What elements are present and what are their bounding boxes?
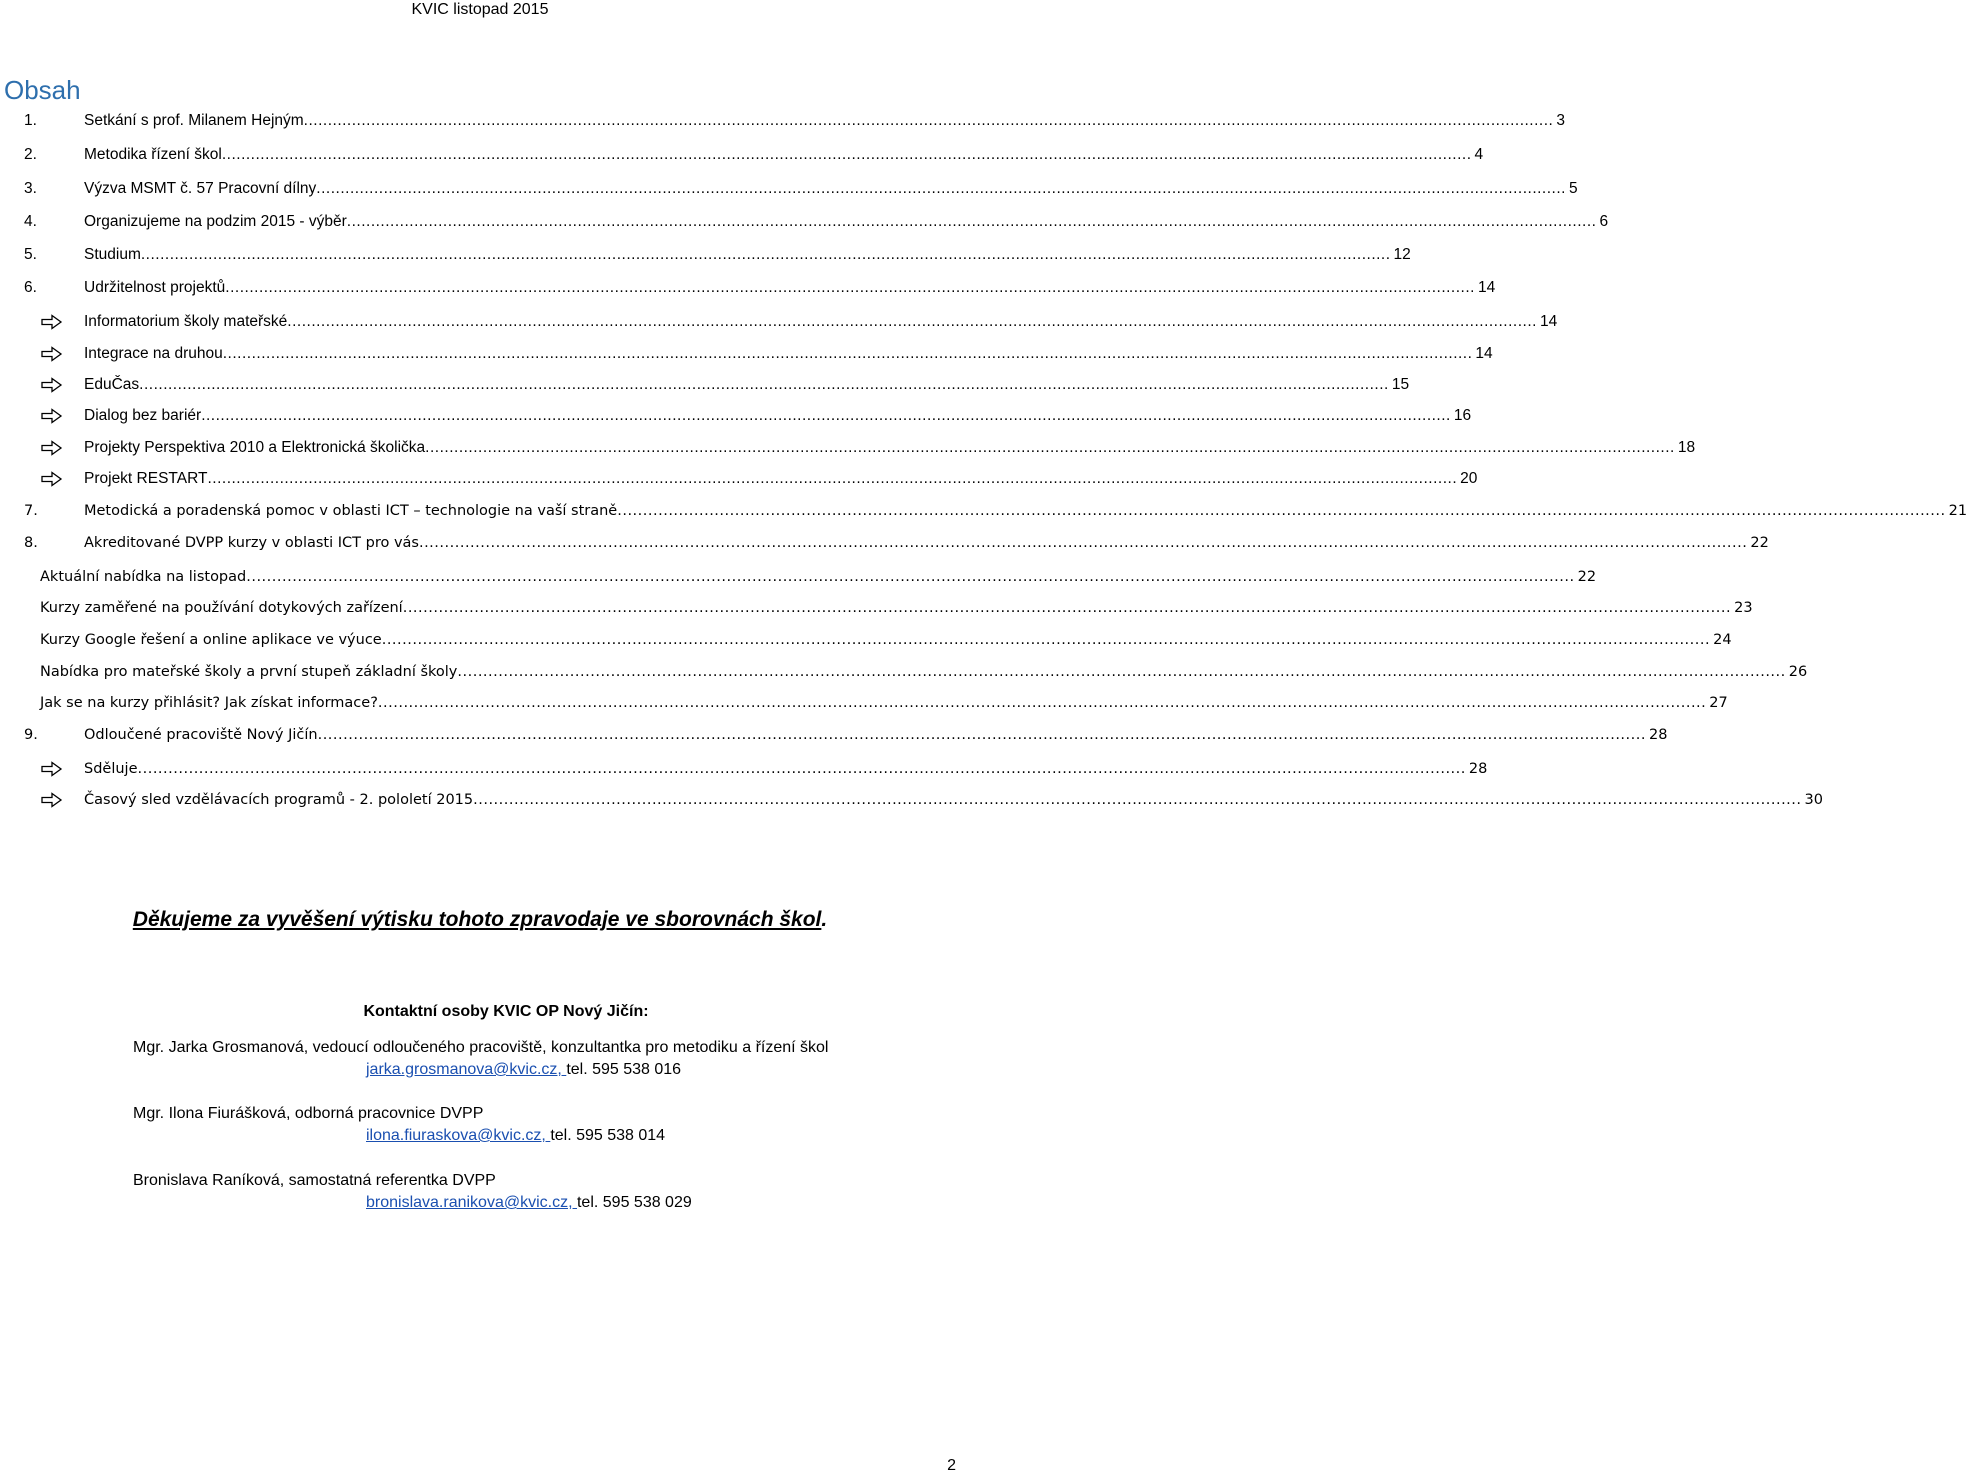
toc-entry[interactable] <box>0 437 1696 459</box>
contact-details <box>133 1059 828 1081</box>
toc-entry-label: Setkání s prof. Milanem Hejným <box>84 112 304 129</box>
arrow-right-icon <box>40 314 64 330</box>
toc-entry-page: 20 <box>1460 470 1478 487</box>
toc-entry[interactable] <box>0 532 1769 554</box>
toc-entry-label: Organizujeme na podzim 2015 - výběr <box>84 213 347 230</box>
toc-entry[interactable] <box>0 468 1478 490</box>
contact-phone: tel. 595 538 016 <box>566 1061 682 1078</box>
toc-entry[interactable] <box>0 311 1558 333</box>
toc-leader-dots: .................................................................................................................................................................................................................................................................... <box>139 376 1389 393</box>
toc-entry-number: 2. <box>24 146 37 163</box>
toc-entry-page: 4 <box>1474 146 1484 163</box>
toc-entry[interactable] <box>0 500 1967 522</box>
contact-details <box>133 1125 665 1147</box>
toc-leader-dots: .................................................................................................................................................................................................................................................................... <box>221 146 1472 163</box>
toc-entry-page: 22 <box>1750 535 1769 551</box>
toc-entry[interactable] <box>0 758 1488 780</box>
toc-leader-dots: .................................................................................................................................................................................................................................................................... <box>303 112 1554 129</box>
toc-entry[interactable] <box>0 110 1565 132</box>
toc-entry-page: 28 <box>1468 761 1488 777</box>
toc-entry-label: Projekty Perspektiva 2010 a Elektronická školička <box>84 439 426 456</box>
toc-entry-label: Kurzy zaměřené na používání dotykových zařízení <box>40 600 403 616</box>
toc-entry-label: Informatorium školy mateřské <box>84 313 288 330</box>
toc-entry-page: 14 <box>1475 345 1493 362</box>
toc-entry-label: Metodika řízení škol <box>84 146 222 163</box>
toc-entry-label: Kurzy Google řešení a online aplikace ve výuce <box>40 632 382 648</box>
toc-entry-label: Časový sled vzdělávacích programů - 2. pololetí 2015 <box>84 792 474 808</box>
toc-entry-number: 6. <box>24 279 37 296</box>
contacts-title: Kontaktní osoby KVIC OP Nový Jičín: <box>363 1003 649 1020</box>
toc-leader-dots: .................................................................................................................................................................................................................................................................... <box>201 407 1451 424</box>
toc-entry[interactable] <box>0 211 1609 233</box>
toc-entry-label: Udržitelnost projektů <box>84 279 226 296</box>
toc-entry[interactable] <box>0 789 1823 811</box>
toc-entry-label: Jak se na kurzy přihlásit? Jak získat informace? <box>40 695 378 711</box>
toc-entry[interactable] <box>0 724 1668 746</box>
toc-entry-page: 23 <box>1734 600 1753 616</box>
toc-leader-dots: .................................................................................................................................................................................................................................................................... <box>137 761 1466 777</box>
toc-entry[interactable] <box>0 566 1597 588</box>
toc-leader-dots: .................................................................................................................................................................................................................................................................... <box>316 180 1566 197</box>
toc-leader-dots: .................................................................................................................................................................................................................................................................... <box>346 213 1597 230</box>
toc-entry-page: 5 <box>1568 180 1578 197</box>
toc-entry-number: 3. <box>24 180 37 197</box>
toc-entry-number: 4. <box>24 213 37 230</box>
arrow-right-icon <box>40 377 64 393</box>
toc-leader-dots: .................................................................................................................................................................................................................................................................... <box>246 569 1575 585</box>
contact-details <box>133 1192 692 1214</box>
toc-leader-dots: .................................................................................................................................................................................................................................................................... <box>225 279 1475 296</box>
toc-entry-page: 3 <box>1556 112 1565 129</box>
toc-entry-label: Nabídka pro mateřské školy a první stupeň základní školy <box>40 664 458 680</box>
toc-entry-page: 14 <box>1477 279 1496 296</box>
toc-entry-label: Studium <box>84 246 141 263</box>
toc-entry[interactable] <box>0 178 1578 200</box>
toc-entry-number: 1. <box>24 112 37 129</box>
toc-entry-label: Integrace na druhou <box>84 345 223 362</box>
toc-leader-dots: .................................................................................................................................................................................................................................................................... <box>418 535 1748 551</box>
toc-entry-label: Metodická a poradenská pomoc v oblasti ICT – technologie na vaší straně <box>84 503 618 519</box>
toc-entry[interactable] <box>0 374 1410 396</box>
contact-person <box>133 1037 828 1081</box>
contact-person <box>133 1103 665 1147</box>
toc-entry[interactable] <box>0 343 1493 365</box>
toc-entry-page: 6 <box>1599 213 1609 230</box>
toc-entry-label: Sděluje <box>84 761 138 777</box>
toc-leader-dots: .................................................................................................................................................................................................................................................................... <box>402 600 1732 616</box>
toc-entry-number: 5. <box>24 246 37 263</box>
thanks-message <box>0 908 960 932</box>
email-link[interactable]: jarka.grosmanova@kvic.cz, <box>366 1061 567 1078</box>
email-link[interactable]: ilona.fiuraskova@kvic.cz, <box>366 1127 551 1144</box>
contact-person <box>133 1170 692 1214</box>
contact-line: Bronislava Raníková, samostatná referentka DVPP <box>133 1172 496 1189</box>
toc-entry-page: 21 <box>1948 503 1967 519</box>
arrow-right-icon <box>40 440 64 456</box>
toc-leader-dots: .................................................................................................................................................................................................................................................................... <box>473 792 1802 808</box>
toc-entry-label: Odloučené pracoviště Nový Jičín <box>84 727 318 743</box>
toc-leader-dots: .................................................................................................................................................................................................................................................................... <box>617 503 1946 519</box>
toc-entry[interactable] <box>0 597 1753 619</box>
thanks-period: . <box>821 908 828 931</box>
toc-entry[interactable] <box>0 144 1484 166</box>
arrow-right-icon <box>40 471 64 487</box>
toc-entry-page: 30 <box>1804 792 1823 808</box>
toc-leader-dots: .................................................................................................................................................................................................................................................................... <box>140 246 1391 263</box>
arrow-right-icon <box>40 792 64 808</box>
toc-title: Obsah <box>4 75 81 105</box>
toc-entry-page: 12 <box>1393 246 1411 263</box>
arrow-right-icon <box>40 761 64 777</box>
toc-entry-page: 22 <box>1577 569 1597 585</box>
toc-leader-dots: .................................................................................................................................................................................................................................................................... <box>317 727 1646 743</box>
toc-entry-page: 27 <box>1709 695 1728 711</box>
contact-phone: tel. 595 538 014 <box>550 1127 666 1144</box>
toc-entry-page: 26 <box>1788 664 1808 680</box>
toc-entry-number: 8. <box>24 535 38 551</box>
contact-phone: tel. 595 538 029 <box>576 1194 692 1211</box>
toc-entry-page: 14 <box>1539 313 1558 330</box>
toc-entry[interactable] <box>0 692 1728 714</box>
toc-entry-label: Výzva MSMT č. 57 Pracovní dílny <box>84 180 317 197</box>
arrow-right-icon <box>40 346 64 362</box>
toc-entry[interactable] <box>0 405 1472 427</box>
toc-entry[interactable] <box>0 244 1411 266</box>
toc-entry-label: EduČas <box>84 376 140 393</box>
toc-entry-label: Projekt RESTART <box>84 470 208 487</box>
toc-entry[interactable] <box>0 277 1496 299</box>
toc-entry-label: Akreditované DVPP kurzy v oblasti ICT pro vás <box>84 535 419 551</box>
email-link[interactable]: bronislava.ranikova@kvic.cz, <box>366 1194 577 1211</box>
contact-line: Mgr. Jarka Grosmanová, vedoucí odloučeného pracoviště, konzultantka pro metodiku a řízení škol <box>133 1039 829 1056</box>
toc-entry-label: Aktuální nabídka na listopad <box>40 569 247 585</box>
arrow-right-icon <box>40 408 64 424</box>
toc-entry-page: 24 <box>1713 632 1732 648</box>
toc-entry-label: Dialog bez bariér <box>84 407 202 424</box>
toc-entry-number: 7. <box>24 503 38 519</box>
toc-leader-dots: .................................................................................................................................................................................................................................................................... <box>381 632 1711 648</box>
toc-leader-dots: .................................................................................................................................................................................................................................................................... <box>287 313 1537 330</box>
contact-line: Mgr. Ilona Fiurášková, odborná pracovnice DVPP <box>133 1105 484 1122</box>
toc-entry-page: 18 <box>1677 439 1696 456</box>
thanks-text: Děkujeme za vyvěšení výtisku tohoto zpravodaje ve sborovnách škol <box>132 908 822 931</box>
toc-leader-dots: .................................................................................................................................................................................................................................................................... <box>457 664 1786 680</box>
page-number: 2 <box>947 1457 956 1474</box>
toc-leader-dots: .................................................................................................................................................................................................................................................................... <box>222 345 1473 362</box>
page-header: KVIC listopad 2015 <box>411 1 549 18</box>
toc-entry[interactable] <box>0 629 1732 651</box>
toc-entry-page: 15 <box>1391 376 1410 393</box>
toc-entry-page: 28 <box>1648 727 1668 743</box>
toc-leader-dots: .................................................................................................................................................................................................................................................................... <box>377 695 1707 711</box>
toc-entry-number: 9. <box>24 727 38 743</box>
toc-leader-dots: .................................................................................................................................................................................................................................................................... <box>425 439 1675 456</box>
toc-leader-dots: .................................................................................................................................................................................................................................................................... <box>207 470 1458 487</box>
toc-entry[interactable] <box>0 661 1808 683</box>
toc-entry-page: 16 <box>1453 407 1472 424</box>
